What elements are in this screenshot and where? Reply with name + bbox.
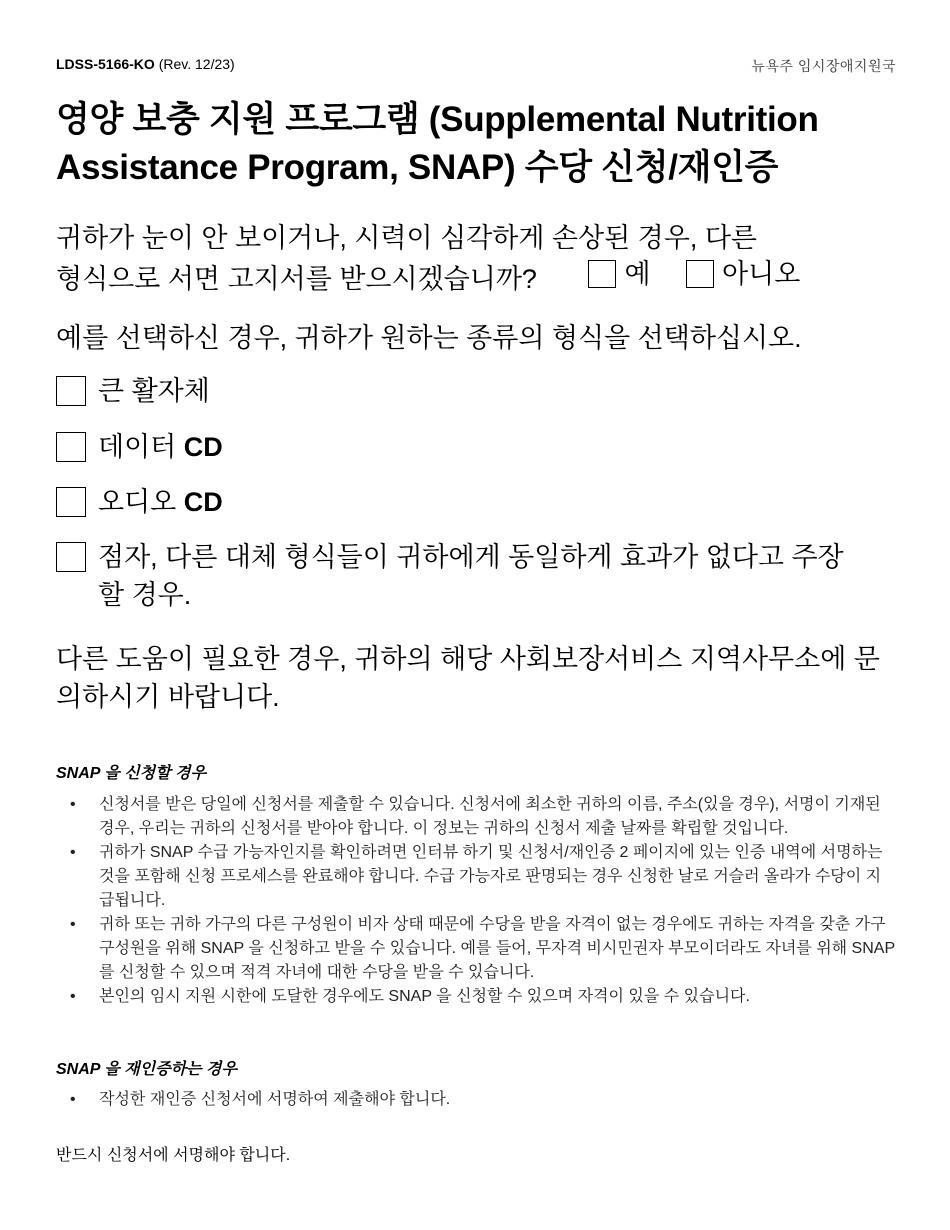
recert-bullet-1: • 작성한 재인증 신청서에 서명하여 제출해야 합니다. [56,1088,896,1112]
large-print-label: 큰 활자체 [98,376,210,406]
format-option-data-cd [56,428,223,466]
apply-bullet-1: • 신청서를 받은 당일에 신청서를 제출할 수 있습니다. 신청서에 최소한 귀하의 이름, 주소(있을 경우), 서명이 기재된 경우, 우리는 귀하의 신청서를 받아야 합니다. 이 정보는 귀하의 신청서 제출 날짜를 확립할 것입니다. [56,793,896,841]
page-header [56,56,896,76]
no-option [686,256,800,292]
agency-name: 뉴욕주 임시장애지원국 [751,58,896,74]
form-id: LDSS-5166-KO [56,56,155,72]
no-label: 아니오 [722,259,801,289]
question-line-2-row [56,256,896,297]
form-identifier [56,56,235,72]
format-option-large-print [56,372,210,410]
braille-label: 점자, 다른 대체 형식들이 귀하에게 동일하게 효과가 없다고 주장할 경우. [98,542,844,610]
large-print-checkbox[interactable] [56,376,86,406]
no-checkbox[interactable] [686,260,714,288]
yes-label: 예 [624,259,651,289]
data-cd-suffix: CD [183,432,223,462]
data-cd-checkbox[interactable] [56,432,86,462]
sign-notice: 반드시 신청서에 서명해야 합니다. [56,1147,291,1164]
braille-checkbox[interactable] [56,542,86,572]
page-title: 영양 보충 지원 프로그램 (Supplemental Nutrition Assistance Program, SNAP) 수당 신청/재인증 [56,100,819,187]
question-line-2: 형식으로 서면 고지서를 받으시겠습니까? [56,264,537,294]
data-cd-prefix: 데이터 [98,432,177,462]
apply-section-list [56,793,896,1009]
yes-checkbox[interactable] [588,260,616,288]
audio-cd-prefix: 오디오 [98,487,177,517]
alternate-format-question [56,220,896,297]
format-option-audio-cd [56,483,223,521]
apply-section-title: SNAP 을 신청할 경우 [56,765,206,782]
data-cd-label [98,428,223,466]
format-select-instruction: 예를 선택하신 경우, 귀하가 원하는 종류의 형식을 선택하십시오. [56,323,802,353]
recert-section-title: SNAP 을 재인증하는 경우 [56,1061,237,1078]
apply-bullet-4: • 본인의 임시 지원 시한에 도달한 경우에도 SNAP 을 신청할 수 있으며 자격이 있을 수 있습니다. [56,985,896,1009]
yes-option [588,256,650,292]
form-revision: (Rev. 12/23) [158,56,235,72]
audio-cd-suffix: CD [183,487,223,517]
audio-cd-label [98,483,223,521]
apply-bullet-3: • 귀하 또는 귀하 가구의 다른 구성원이 비자 상태 때문에 수당을 받을 자격이 없는 경우에도 귀하는 자격을 갖춘 가구 구성원을 위해 SNAP 을 신청하고 받을 수 있습니다. 예를 들어, 무자격 비시민권자 부모이더라도 자녀를 위해 SNAP 를 신청할 수 있으며 적격 자녀에 대한 수당을 받을 수 있습니다. [56,913,896,985]
audio-cd-checkbox[interactable] [56,487,86,517]
question-line-1: 귀하가 눈이 안 보이거나, 시력이 심각하게 손상된 경우, 다른 [56,223,757,253]
recert-section-list [56,1088,896,1112]
format-option-braille [56,538,858,614]
help-text: 다른 도움이 필요한 경우, 귀하의 해당 사회보장서비스 지역사무소에 문의하시기 바랍니다. [56,644,880,712]
apply-bullet-2: • 귀하가 SNAP 수급 가능자인지를 확인하려면 인터뷰 하기 및 신청서/재인증 2 페이지에 있는 인증 내역에 서명하는 것을 포함해 신청 프로세스를 완료해야 합니다. 수급 가능자로 판명되는 경우 신청한 날로 거슬러 올라가 수당이 지급됩니다. [56,841,896,913]
